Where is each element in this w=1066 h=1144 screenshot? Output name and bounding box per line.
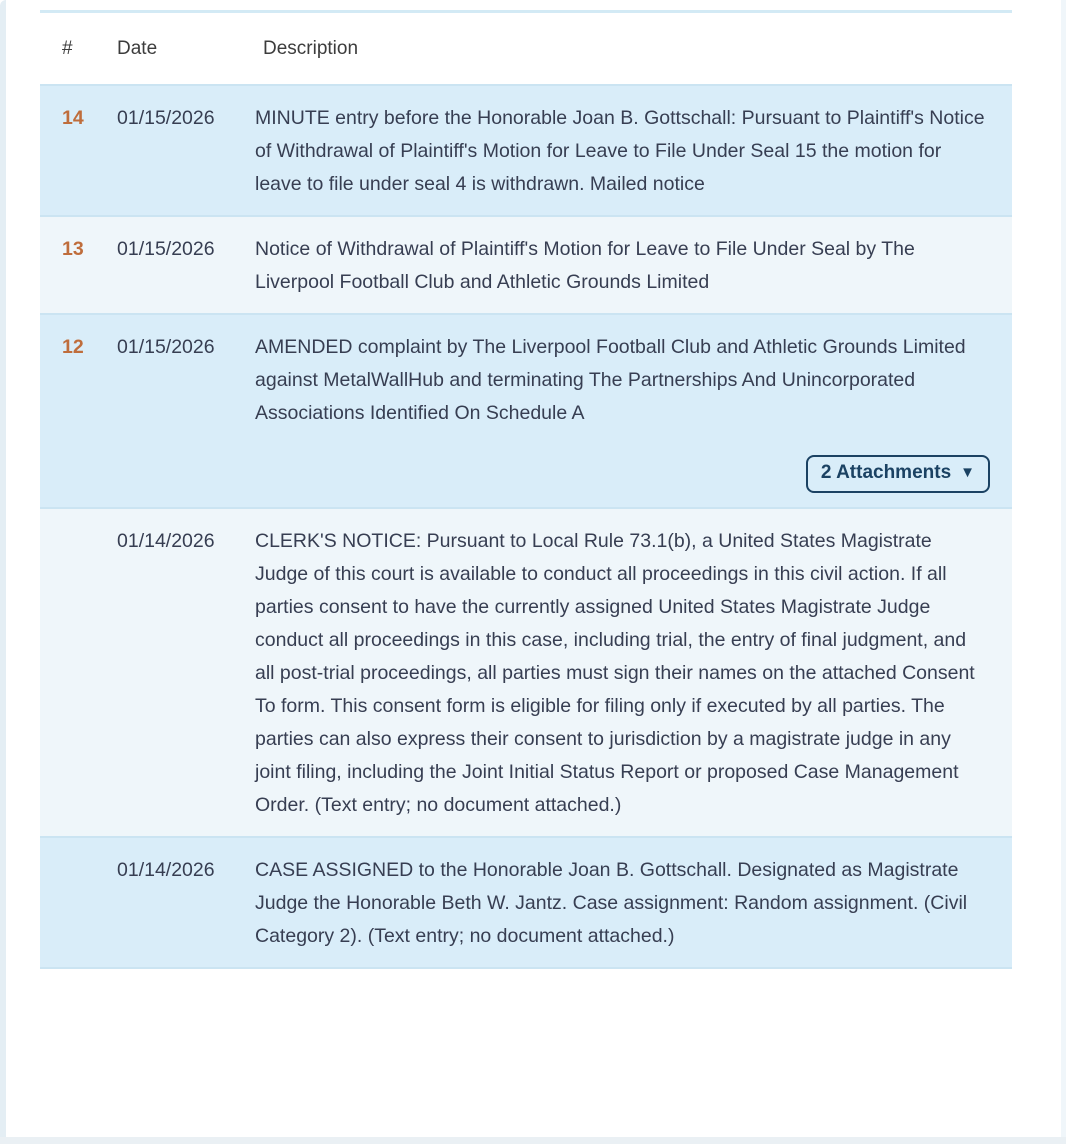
docket-entry-row	[40, 836, 1012, 969]
docket-entry-row	[40, 217, 1012, 313]
entry-date: 01/14/2026	[117, 530, 215, 552]
entry-description: MINUTE entry before the Honorable Joan B. Gottschall: Pursuant to Plaintiff's Notice of Withdrawal of Plaintiff's Motion for Leave to File Under Seal 15 the motion for leave to file under seal 4 is withdrawn. Mailed notice	[255, 107, 985, 195]
docket-entry-row	[40, 313, 1012, 509]
attachments-button-wrap	[255, 455, 990, 493]
docket-entries-table	[40, 10, 1012, 969]
column-header-description: Description	[263, 37, 359, 59]
attachments-button[interactable]	[806, 455, 990, 493]
docket-entry-row	[40, 509, 1012, 836]
entry-number-link[interactable]: 13	[62, 238, 84, 260]
entry-date: 01/14/2026	[117, 859, 215, 881]
entry-number-link[interactable]: 12	[62, 336, 84, 358]
column-header-number: #	[62, 37, 73, 59]
page-edge-right	[1061, 0, 1066, 1144]
triangle-down-icon: ▼	[960, 464, 975, 481]
attachments-button-label: 2 Attachments	[820, 462, 952, 483]
entry-description: Notice of Withdrawal of Plaintiff's Motion for Leave to File Under Seal by The Liverpool Football Club and Athletic Grounds Limited	[255, 238, 915, 293]
page-edge-bottom	[0, 1137, 1066, 1144]
docket-entry-row	[40, 84, 1012, 217]
entry-date: 01/15/2026	[117, 336, 215, 358]
entry-date: 01/15/2026	[117, 107, 215, 129]
entry-number-link[interactable]: 14	[62, 107, 84, 129]
entry-description: CLERK'S NOTICE: Pursuant to Local Rule 73.1(b), a United States Magistrate Judge of this court is available to conduct all proceedings in this civil action. If all parties consent to have the currently assigned United States Magistrate Judge conduct all proceedings in this case, including trial, the entry of final judgment, and all post-trial proceedings, all parties must sign their names on the attached Consent To form. This consent form is eligible for filing only if executed by all parties. The parties can also express their consent to jurisdiction by a magistrate judge in any joint filing, including the Joint Initial Status Report or proposed Case Management Order. (Text entry; no document attached.)	[255, 530, 975, 816]
page-edge-left	[0, 0, 6, 1144]
entry-date: 01/15/2026	[117, 238, 215, 260]
table-header-row	[40, 13, 1012, 84]
column-header-date: Date	[117, 37, 158, 59]
entry-description: CASE ASSIGNED to the Honorable Joan B. Gottschall. Designated as Magistrate Judge the Honorable Beth W. Jantz. Case assignment: Random assignment. (Civil Category 2). (Text entry; no document attached.)	[255, 859, 968, 947]
table-body	[40, 84, 1012, 969]
entry-description: AMENDED complaint by The Liverpool Football Club and Athletic Grounds Limited against MetalWallHub and terminating The Partnerships And Unincorporated Associations Identified On Schedule A	[255, 336, 966, 424]
